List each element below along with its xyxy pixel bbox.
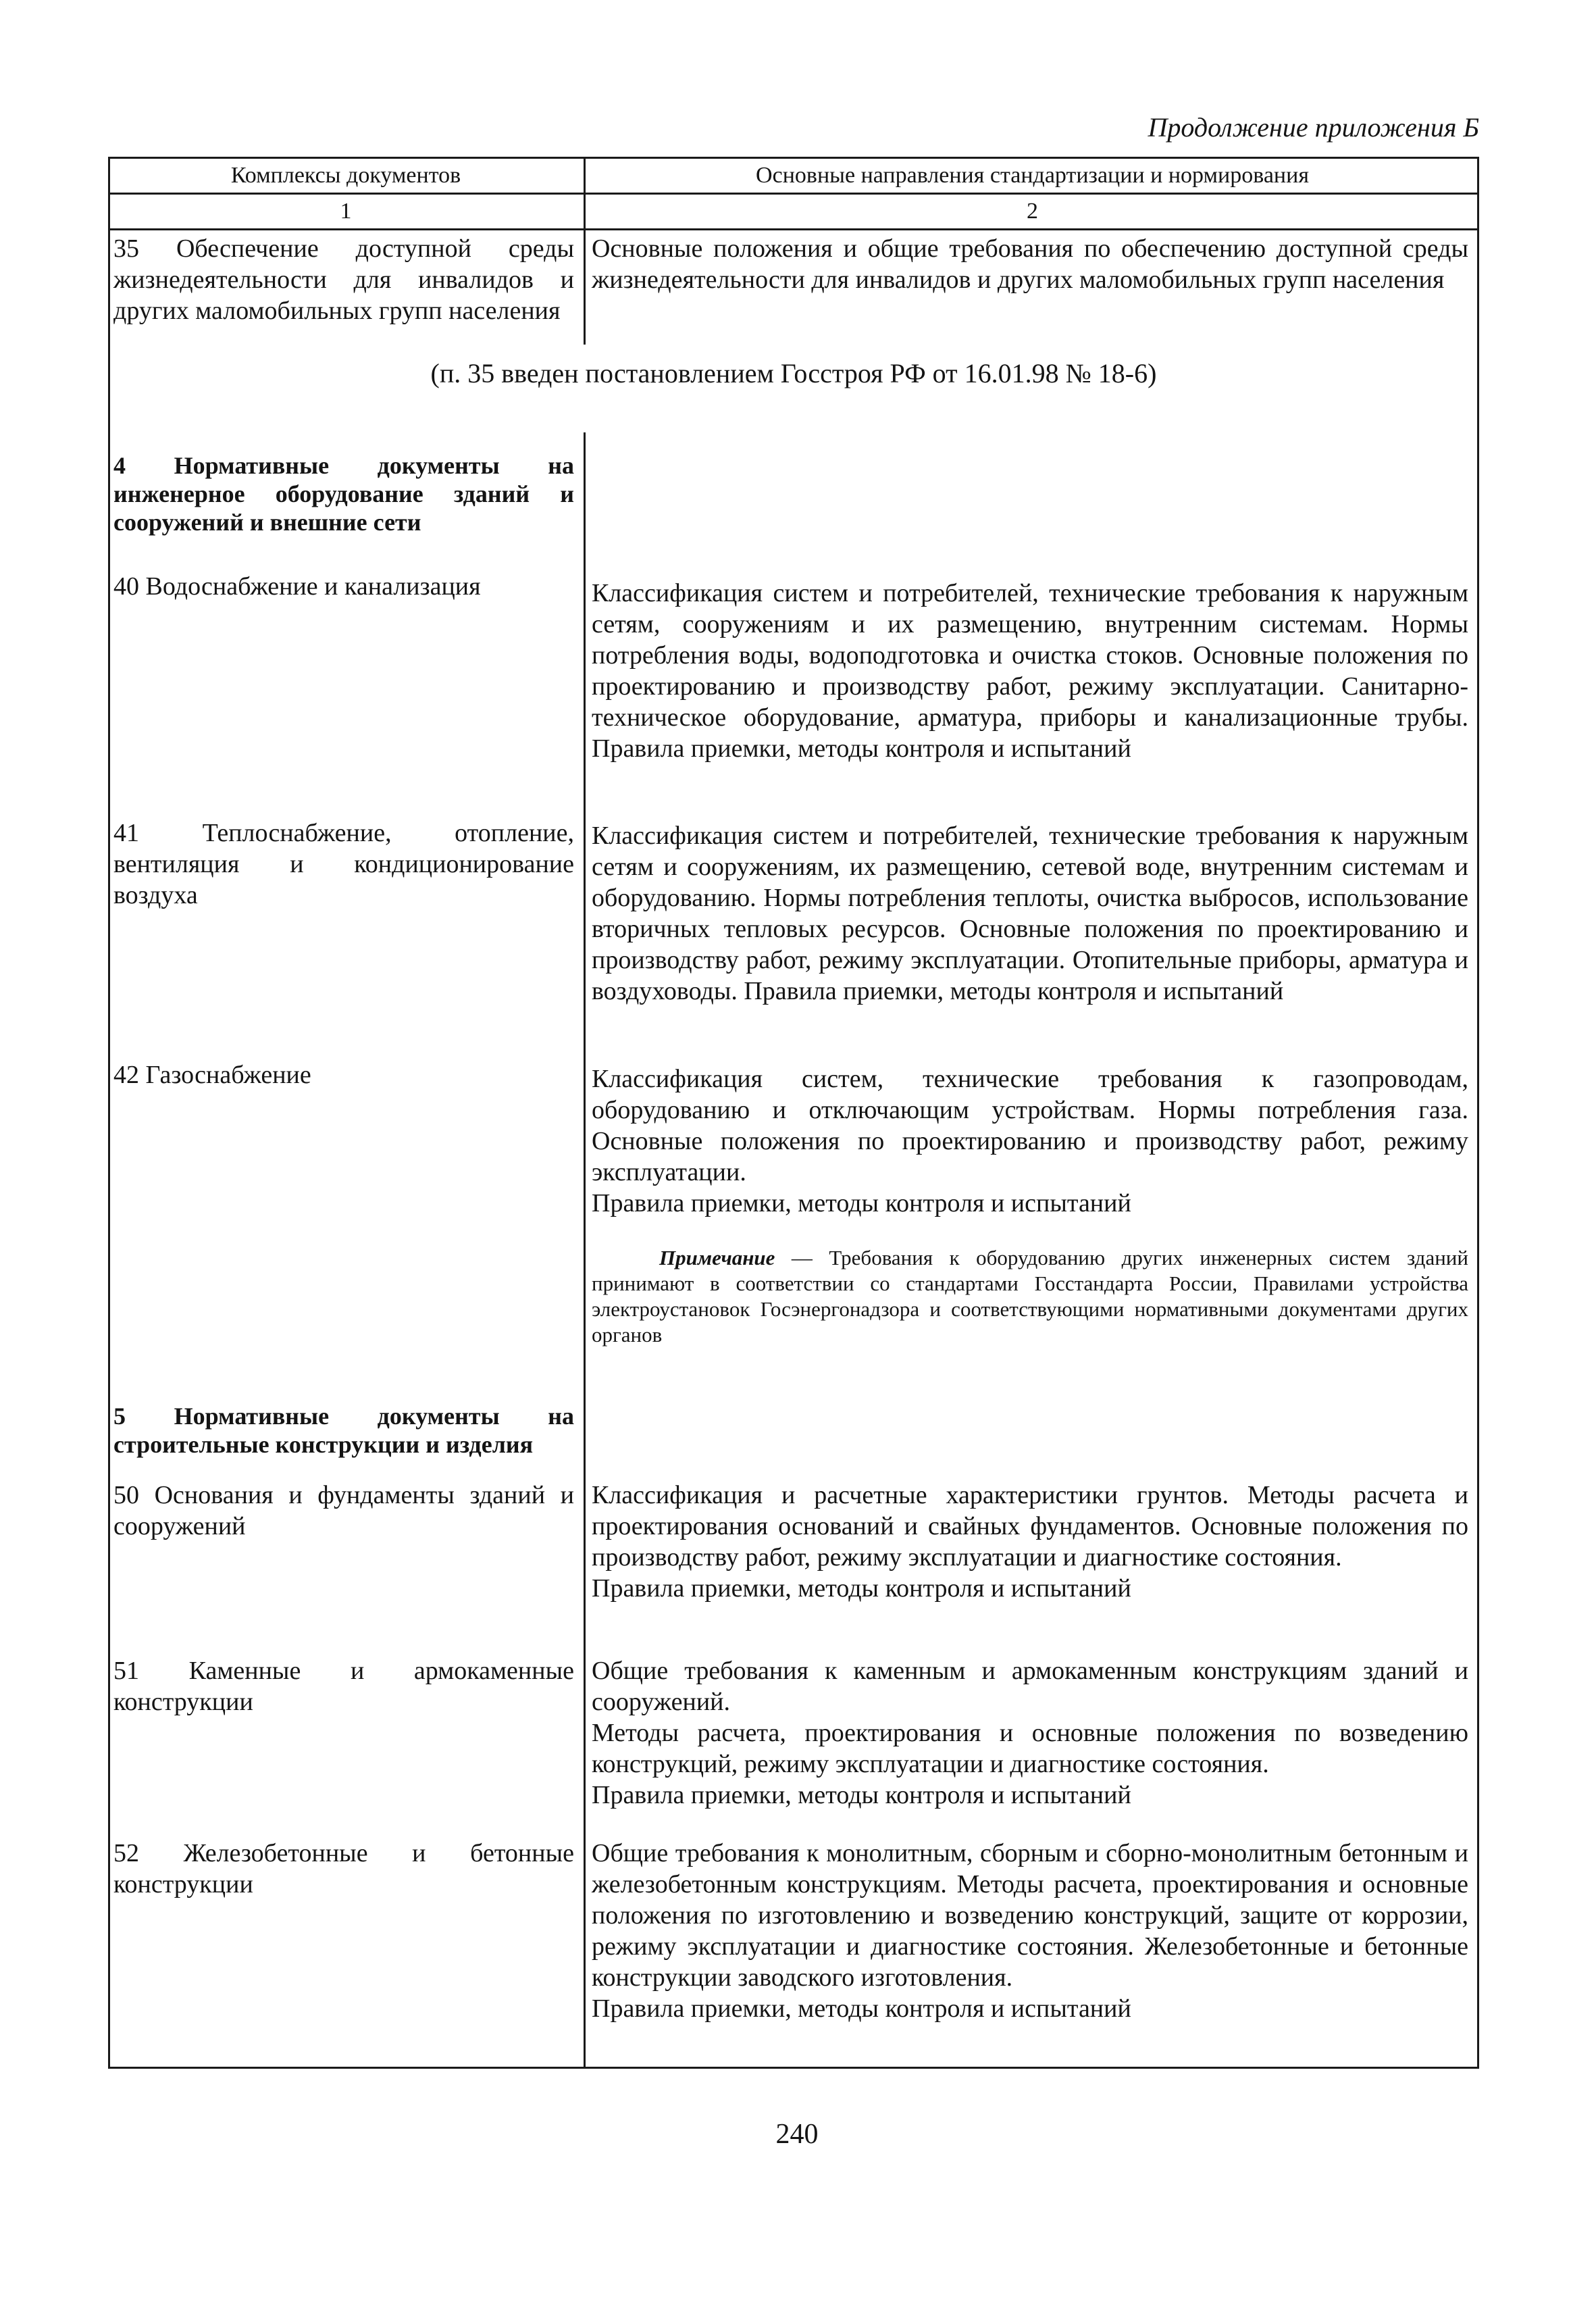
row-35-right: Основные положения и общие требования по обеспечению доступной среды жизнедеятельности для инвалидов и других маломобильных групп населения [592,234,1468,294]
row-42-right-text: Классификация систем, технические требования к газопроводам, оборудованию и отключающим устройствам. Нормы потребления газа. Основные положения по проектированию и производству работ, режиму эксплуатации. [592,1065,1468,1186]
page-heading: Продолжение приложения Б [1148,112,1479,143]
column-number-1: 1 [340,199,352,224]
section-4-note [592,1245,1468,1348]
note-label: Примечание [659,1246,775,1269]
header-divider-rule [108,193,1479,195]
row-41-right: Классификация систем и потребителей, технические требования к наружным сетям и сооружениям, их размещению, сетевой воде, внутренним системам и оборудованию. Нормы потребления теплоты, очистка выбросов, использование вторичных тепловых ресурсов. Основные положения по проектированию и производству работ, режиму эксплуатации. Отопительные приборы, арматура и воздуховоды. Правила приемки, методы контроля и испытаний [592,822,1468,1005]
header-col-1: Комплексы документов [230,163,461,188]
row-51-right-acceptance: Правила приемки, методы контроля и испытаний [592,1781,1131,1809]
numbers-divider-rule [108,228,1479,230]
row-52-right-text: Общие требования к монолитным, сборным и сборно-монолитным бетонным и железобетонным конструкциям. Методы расчета, проектирования и основные положения по изготовлению и возведению конструкций, защите от коррозии, режиму эксплуатации и диагностике состояния. Железобетонные и бетонные конструкции заводского изготовления. [592,1839,1468,1992]
row-52-left: 52 Железобетонные и бетонные конструкции [113,1839,574,1898]
section-4-title: 4 Нормативные документы на инженерное оборудование зданий и сооружений и внешние сети [113,452,574,536]
row-50-right [592,1480,1468,1604]
row-35-left: 35 Обеспечение доступной среды жизнедеятельности для инвалидов и других маломобильных групп населения [113,234,574,325]
row-42-left: 42 Газоснабжение [113,1061,311,1089]
row-51-right-text-2: Методы расчета, проектирования и основные положения по возведению конструкций, режиму эксплуатации и диагностике состояния. [592,1719,1468,1778]
row-50-left: 50 Основания и фундаменты зданий и сооружений [113,1481,574,1540]
row-52-right-acceptance: Правила приемки, методы контроля и испытаний [592,1994,1131,2023]
row-50-right-text: Классификация и расчетные характеристики грунтов. Методы расчета и проектирования оснований и свайных фундаментов. Основные положения по производству работ, режиму эксплуатации и диагностике состояния. [592,1481,1468,1571]
row-40-left: 40 Водоснабжение и канализация [113,572,481,601]
section-5-title: 5 Нормативные документы на строительные конструкции и изделия [113,1403,574,1458]
row-51-left: 51 Каменные и армокаменные конструкции [113,1657,574,1716]
row-41-left: 41 Теплоснабжение, отопление, вентиляция и кондиционирование воздуха [113,819,574,909]
row-50-right-acceptance: Правила приемки, методы контроля и испытаний [592,1574,1131,1603]
row-40-right: Классификация систем и потребителей, технические требования к наружным сетям, сооружениям и их размещению, внутренним системам. Нормы потребления воды, водоподготовка и очистка стоков. Основные положения по проектированию и производству работ, режиму эксплуатации. Санитарно-техническое оборудование, арматура, приборы и канализационные трубы. Правила приемки, методы контроля и испытаний [592,579,1468,763]
column-number-2: 2 [1027,199,1038,224]
row-42-right [592,1063,1468,1219]
column-divider-main [584,432,586,2069]
amendment-note: (п. 35 введен постановлением Госстроя РФ от 16.01.98 № 18-6) [430,358,1157,388]
page-number: 240 [775,2119,819,2150]
table-top-rule [108,157,1479,159]
row-52-right [592,1838,1468,2024]
note-text: — Требования к оборудованию других инженерных систем зданий принимают в соответствии со стандартами Госстандарта России, Правилами устройства электроустановок Госэнергонадзора и соответствующими нормативными документами других органов [592,1246,1468,1347]
row-42-right-acceptance: Правила приемки, методы контроля и испытаний [592,1189,1131,1217]
row-51-right-text-1: Общие требования к каменным и армокаменным конструкциям зданий и сооружений. [592,1657,1468,1716]
row-51-right [592,1655,1468,1811]
header-col-2: Основные направления стандартизации и нормирования [756,163,1309,188]
